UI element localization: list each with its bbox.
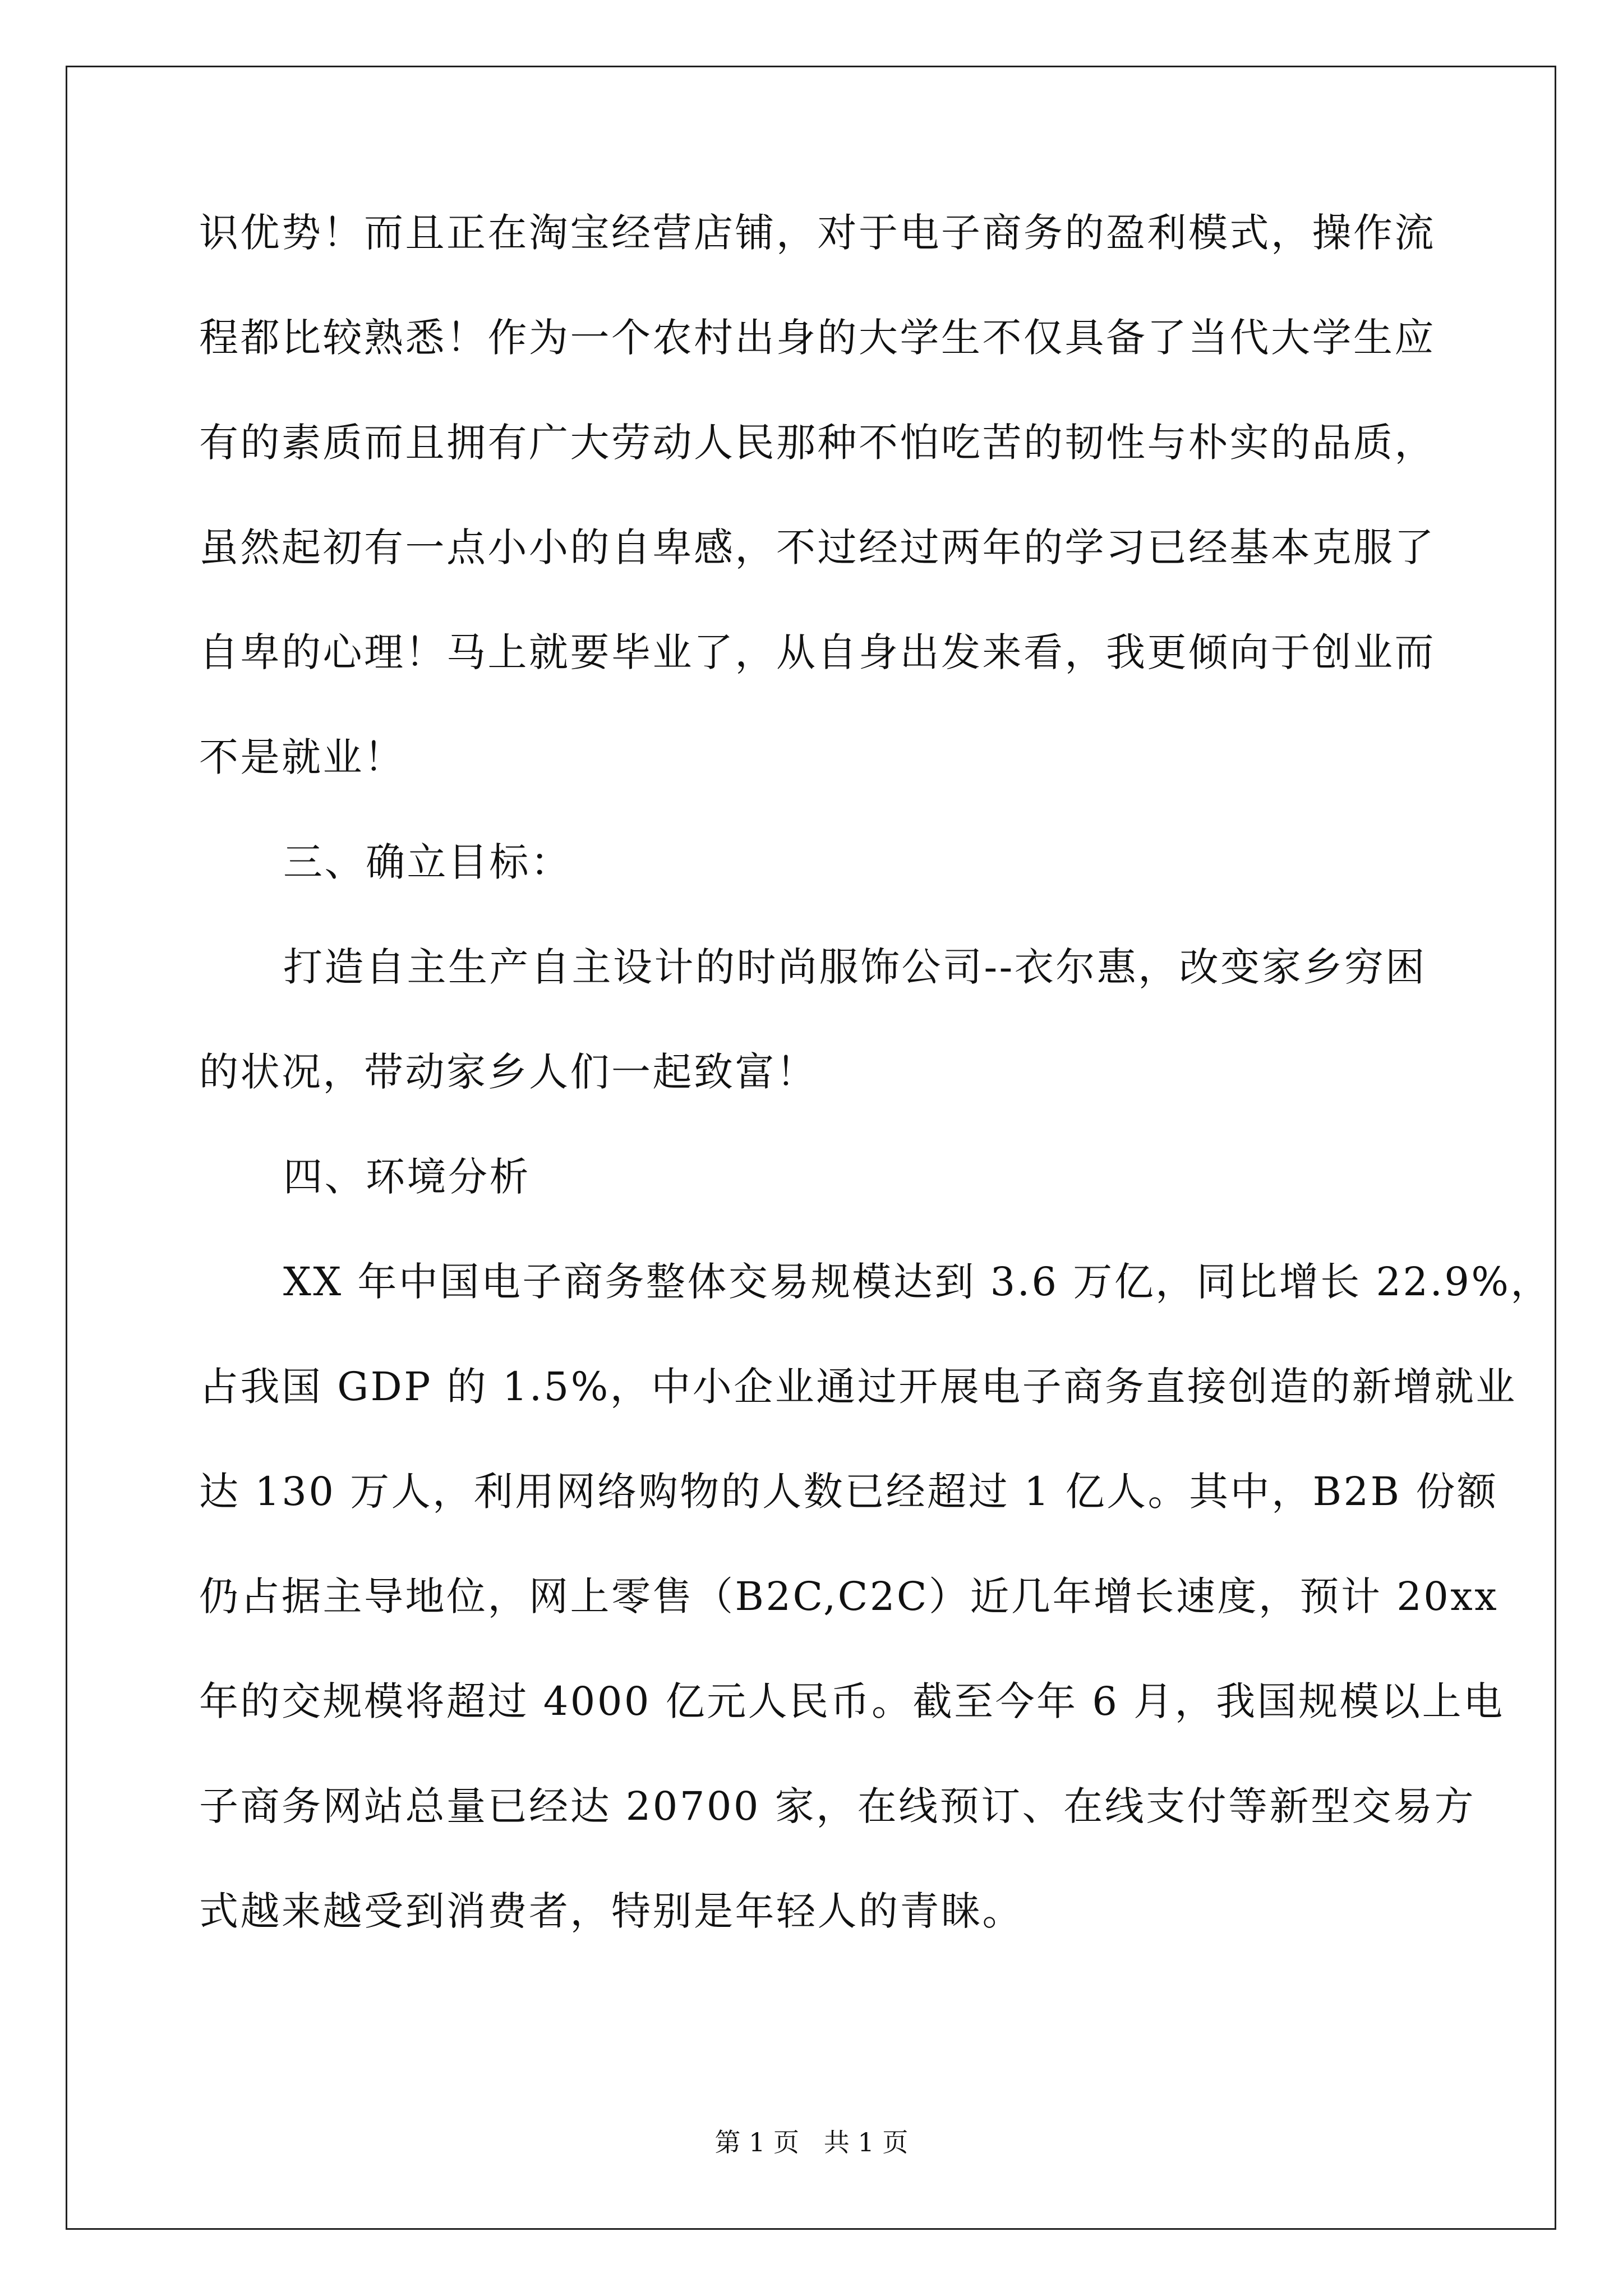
paragraph-line: 识优势！而且正在淘宝经营店铺，对于电子商务的盈利模式，操作流 bbox=[199, 210, 1436, 256]
paragraph-line: 程都比较熟悉！作为一个农村出身的大学生不仅具备了当代大学生应 bbox=[199, 315, 1436, 361]
paragraph-line: 虽然起初有一点小小的自卑感，不过经过两年的学习已经基本克服了 bbox=[199, 524, 1436, 570]
paragraph-line: 不是就业！ bbox=[199, 734, 405, 780]
paragraph-line: 达 130 万人，利用网络购物的人数已经超过 1 亿人。其中，B2B 份额 bbox=[199, 1469, 1498, 1515]
paragraph-line: 式越来越受到消费者，特别是年轻人的青睐。 bbox=[199, 1888, 1023, 1934]
paragraph-line: 打造自主生产自主设计的时尚服饰公司--衣尔惠，改变家乡穷困 bbox=[283, 944, 1427, 990]
paragraph-line: 年的交规模将超过 4000 亿元人民币。截至今年 6 月，我国规模以上电 bbox=[199, 1678, 1505, 1724]
paragraph-line: 占我国 GDP 的 1.5%，中小企业通过开展电子商务直接创造的新增就业 bbox=[199, 1364, 1517, 1410]
document-body bbox=[199, 210, 1552, 1994]
paragraph-line: XX 年中国电子商务整体交易规模达到 3.6 万亿，同比增长 22.9%， bbox=[283, 1259, 1552, 1305]
paragraph-line: 的状况，带动家乡人们一起致富！ bbox=[199, 1049, 818, 1095]
paragraph-line: 有的素质而且拥有广大劳动人民那种不怕吃苦的韧性与朴实的品质， bbox=[199, 420, 1436, 466]
section-heading: 四、环境分析 bbox=[283, 1154, 531, 1200]
paragraph-line: 仍占据主导地位，网上零售（B2C,C2C）近几年增长速度，预计 20xx bbox=[199, 1573, 1499, 1619]
paragraph-line: 子商务网站总量已经达 20700 家，在线预订、在线支付等新型交易方 bbox=[199, 1783, 1476, 1829]
page-footer: 第 1 页 共 1 页 bbox=[714, 2127, 909, 2157]
paragraph-line: 自卑的心理！马上就要毕业了，从自身出发来看，我更倾向于创业而 bbox=[199, 629, 1436, 675]
section-heading: 三、确立目标： bbox=[283, 839, 572, 885]
